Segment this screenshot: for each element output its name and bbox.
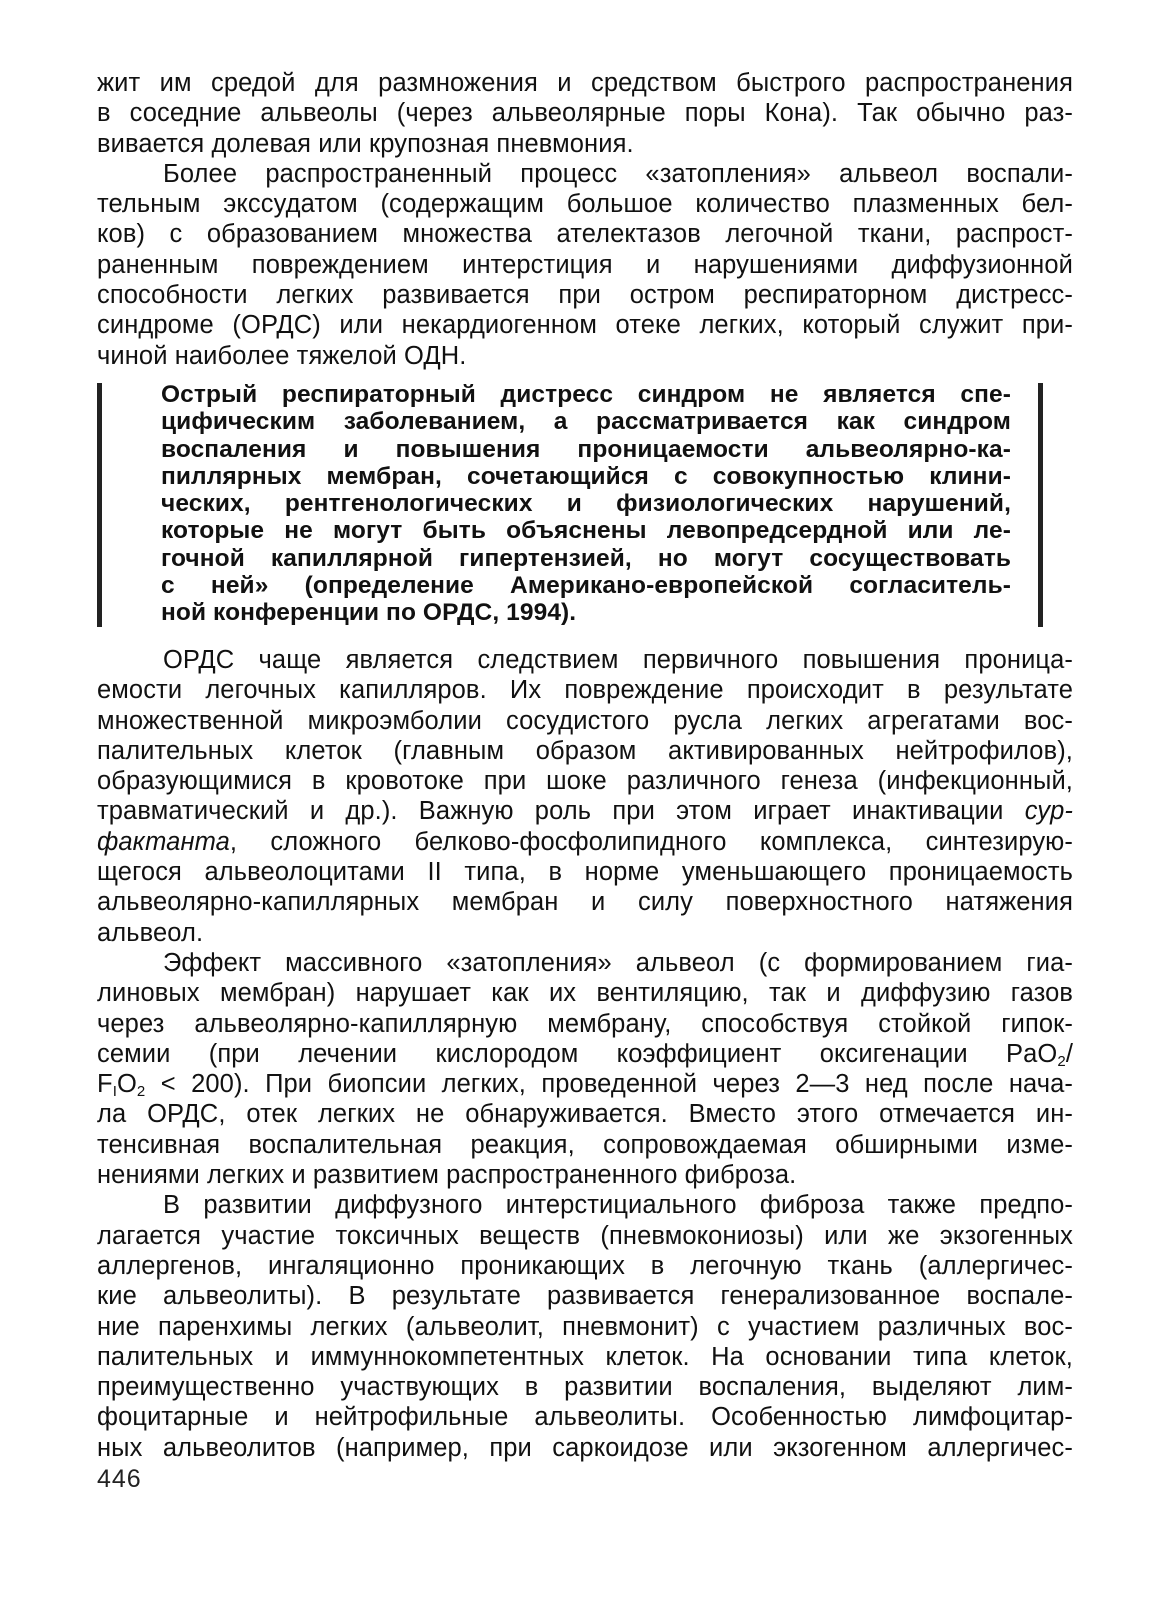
text-line: Более распространенный процесс «затопления» альвеол воспали- (163, 159, 1073, 188)
text-line: палительных клеток (главным образом активированных нейтрофилов), (97, 736, 1073, 765)
text-line: ла ОРДС, отек легких не обнаруживается. Вместо этого отмечается ин- (97, 1100, 1073, 1129)
paragraph-2 (97, 159, 1073, 371)
text-line: способности легких развивается при остром респираторном дистресс- (97, 281, 1073, 310)
text-line (97, 1069, 1073, 1099)
text-line: палительных и иммуннокомпетентных клеток. На основании типа клеток, (97, 1342, 1073, 1371)
text-line: В развитии диффузного интерстициального фиброза также предпо- (163, 1191, 1073, 1220)
text-line: ков) с образованием множества ателектазов легочной ткани, распрост- (97, 220, 1073, 249)
text-run: F (97, 1070, 113, 1099)
text-line: преимущественно участвующих в развитии воспаления, выделяют лим- (97, 1373, 1073, 1402)
text-line: чиной наиболее тяжелой ОДН. (97, 341, 467, 370)
callout-right-bar (1038, 383, 1043, 627)
text-line: ных альвеолитов (например, при саркоидозе или экзогенном аллергичес- (97, 1433, 1073, 1462)
text-line: воспаления и повышения проницаемости альвеолярно-ка- (161, 435, 1011, 463)
text-run: O (116, 1070, 137, 1099)
callout-left-bar (97, 383, 102, 627)
text-line: вивается долевая или крупозная пневмония. (97, 129, 634, 158)
paragraph-5 (97, 1190, 1073, 1463)
text-line: емости легочных капилляров. Их повреждение происходит в результате (97, 676, 1073, 705)
text-line: синдроме (ОРДС) или некардиогенном отеке легких, который служит при- (97, 311, 1073, 340)
text-line: тенсивная воспалительная реакция, сопровождаемая обширными изме- (97, 1130, 1073, 1159)
page-number: 446 (97, 1465, 142, 1493)
text-line: Острый респираторный дистресс синдром не является спе- (161, 380, 1011, 408)
text-line: тельным экссудатом (содержащим большое количество плазменных бел- (97, 190, 1073, 219)
subscript: I (112, 1083, 117, 1101)
text-line: через альвеолярно-капиллярную мембрану, способствуя стойкой гипок- (97, 1009, 1073, 1038)
text-run: травматический и др.). Важную роль при этом играет инактивации (97, 797, 1025, 826)
page-body (97, 68, 1073, 1463)
text-line: ние паренхимы легких (альвеолит, пневмонит) с участием различных вос- (97, 1312, 1073, 1341)
text-line: лагается участие токсичных веществ (пневмокониозы) или же экзогенных (97, 1221, 1073, 1250)
text-run: < 200). При биопсии легких, проведенной через 2—3 нед после нача- (145, 1070, 1073, 1099)
paragraph-4 (97, 948, 1073, 1190)
text-line (97, 796, 1073, 826)
text-line (97, 827, 1073, 857)
text-line: с ней» (определение Американо-европейской согласитель- (161, 572, 1011, 600)
text-line: цифическим заболеванием, а рассматривается как синдром (161, 408, 1011, 436)
text-line: образующимися в кровотоке при шоке различного генеза (инфекционный, (97, 767, 1073, 796)
text-line: ческих, рентгенологических и физиологических нарушений, (161, 490, 1011, 518)
text-line: в соседние альвеолы (через альвеолярные поры Кона). Так обычно раз- (97, 99, 1073, 128)
text-line: кие альвеолиты). В результате развивается генерализованное воспале- (97, 1282, 1073, 1311)
italic-term: фактанта (97, 827, 230, 856)
text-run: , сложного белково-фосфолипидного комплекса, синтезирую- (229, 827, 1073, 856)
text-line: ной конференции по ОРДС, 1994). (161, 599, 577, 627)
text-line: альвеолярно-капиллярных мембран и силу поверхностного натяжения (97, 888, 1073, 917)
subscript: 2 (136, 1083, 146, 1101)
text-line: пиллярных мембран, сочетающийся с совокупностью клини- (161, 462, 1011, 490)
text-line: Эффект массивного «затопления» альвеол (с формированием гиа- (163, 948, 1073, 977)
text-line: жит им средой для размножения и средством быстрого распространения (97, 69, 1073, 97)
italic-term: сур- (1024, 797, 1073, 826)
text-line: которые не могут быть объяснены левопредсердной или ле- (161, 517, 1011, 545)
text-run: семии (при лечении кислородом коэффициент оксигенации PaO (97, 1039, 1058, 1068)
text-line: раненным повреждением интерстиция и нарушениями диффузионной (97, 250, 1073, 279)
text-line: фоцитарные и нейтрофильные альвеолиты. Особенностью лимфоцитар- (97, 1403, 1073, 1432)
text-line: щегося альвеолоцитами II типа, в норме уменьшающего проницаемость (97, 858, 1073, 887)
text-line: альвеол. (97, 918, 204, 947)
paragraph-3 (97, 645, 1073, 948)
text-line: гочной капиллярной гипертензией, но могут сосуществовать (161, 544, 1011, 572)
text-line: нениями легких и развитием распространенного фиброза. (97, 1161, 797, 1190)
text-line: линовых мембран) нарушает как их вентиляцию, так и диффузию газов (97, 979, 1073, 1008)
text-line (97, 1039, 1073, 1069)
text-line: аллергенов, ингаляционно проникающих в легочную ткань (аллергичес- (97, 1251, 1073, 1280)
text-line: множественной микроэмболии сосудистого русла легких агрегатами вос- (97, 706, 1073, 735)
text-line: ОРДС чаще является следствием первичного повышения проница- (163, 645, 1073, 674)
subscript: 2 (1057, 1052, 1066, 1070)
definition-callout (97, 381, 1073, 637)
text-run: / (1065, 1039, 1073, 1068)
callout-text (161, 381, 1011, 627)
paragraph-1 (97, 68, 1073, 159)
